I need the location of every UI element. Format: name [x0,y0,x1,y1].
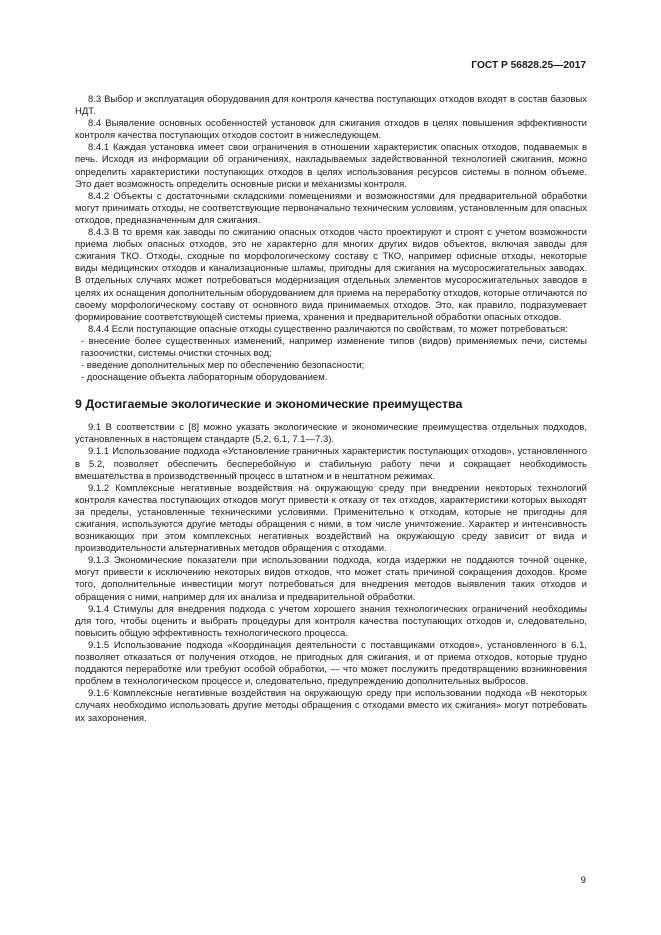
paragraph-9-1-2: 9.1.2 Комплексные негативные воздействия на окружающую среду при внедрении некоторых технологий контроля качества поступающих отходов могут привести к отказу от тех отходов, характеристики которых выходят за пределы, установленные техническими условиями. Применительно к отходам, которые не пригодны для сжигания, используются другие методы обращения с ними, в том числе уничтожение. Характер и интенсивность возникающих при этом комплексных негативных воздействий на окружающую среду зависит от вида и производительности альтернативных методов обращения с отходами. [75,482,587,555]
section-9-heading: 9 Достигаемые экологические и экономические преимущества [75,397,463,412]
paragraph-9-1-6: 9.1.6 Комплексные негативные воздействия на окружающую среду при использовании подхода «В некоторых случаях необходимо использовать другие методы обращения с отходами вместо их сжигания» могут потребовать их захоронения. [75,688,587,724]
paragraph-8-4-3: 8.4.3 В то время как заводы по сжиганию опасных отходов часто проектируют и строят с учетом возможности приема любых опасных отходов, это не характерно для многих других видов объектов, включая заводы для сжигания ТКО. Отходы, сходные по морфологическому составу с ТКО, например офисные отходы, некоторые виды медицинских отходов и канализационные шламы, пригодны для сжигания на мусоросжигательных заводах. В отдельных случаях может потребоваться модернизация отдельных элементов мусоросжигательных заводов в целях их оснащения дополнительным оборудованием для приема на переработку отходов, которые отличаются по своему морфологическому составу от основного вида принимаемых отходов. Это, как правило, подразумевает формирование соответствующей системы приема, хранения и предварительной обработки опасных отходов. [75,227,587,323]
paragraph-9-1-3: 9.1.3 Экономические показатели при использовании подхода, когда издержки не поддаются точной оценке, могут привести к исключению некоторых видов отходов, что может стать причиной сокращения доходов. Кроме того, дополнительные инвестиции могут потребоваться для внедрения методов выявления таких отходов и обращения с ними, например для их анализа и предварительной обработки. [75,555,587,603]
page-body [75,94,587,725]
paragraph-8-4-4: 8.4.4 Если поступающие опасные отходы существенно различаются по свойствам, то может потребоваться: [88,323,568,335]
paragraph-8-4: 8.4 Выявление основных особенностей установок для сжигания отходов в целях повышения эффективности контроля качества поступающих отходов состоит в нижеследующем. [75,118,587,142]
paragraph-9-1-5: 9.1.5 Использование подхода «Координация деятельности с поставщиками отходов», установленного в 6.1, позволяет отказаться от получения отходов, не пригодных для сжигания, и от приема отходов, которые трудно поддаются переработке или требуют особой обработки, — что может послужить предотвращению возникновения проблем в технологическом процессе и, следовательно, предупреждению дополнительных выбросов. [75,639,587,688]
document-code: ГОСТ Р 56828.25—2017 [471,60,586,71]
bullet-item: - введение дополнительных мер по обеспечению безопасности; [81,360,365,372]
paragraph-8-3: 8.3 Выбор и эксплуатация оборудования для контроля качества поступающих отходов входят в состав базовых НДТ. [75,94,587,118]
paragraph-9-1-4: 9.1.4 Стимулы для внедрения подхода с учетом хорошего знания технологических ограничений необходимы для того, чтобы оценить и выбрать процедуры для контроля качества поступающих отходов и, следовательно, повысить общую эффективность технологического процесса. [75,603,587,639]
paragraph-9-1-1: 9.1.1 Использование подхода «Установление граничных характеристик поступающих отходов», установленного в 5.2, позволяет обеспечить бесперебойную и стабильную работу печи и сокращает необходимость вмешательства в производственный процесс в штатном и в нештатном режимах. [75,446,587,482]
paragraph-8-4-1: 8.4.1 Каждая установка имеет свои ограничения в отношении характеристик опасных отходов, подаваемых в печь. Исходя из информации об ограничениях, накладываемых задействованной технологией сжигания, можно определить характеристики поступающих отходов в целях использования ресурсов системы в полном объеме. Это дает возможность определить основные риски и механизмы контроля. [75,142,587,190]
paragraph-8-4-2: 8.4.2 Объекты с достаточными складскими помещениями и возможностями для предварительной обработки могут принимать отходы, не соответствующие первоначально техническим условиям, установленным для опасных отходов, предназначенным для сжигания. [75,190,587,226]
paragraph-9-1: 9.1 В соответствии с [8] можно указать экологические и экономические преимущества отдельных подходов, установленных в настоящем стандарте (5,2, 6.1, 7.1—7.3). [75,422,587,446]
page-number: 9 [580,875,586,886]
bullet-item: - внесение более существенных изменений, например изменение типов (видов) применяемых печи, системы газоочистки, системы очистки сточных вод; [81,335,587,359]
bullet-item: - дооснащение объекта лабораторным оборудованием. [81,372,328,384]
